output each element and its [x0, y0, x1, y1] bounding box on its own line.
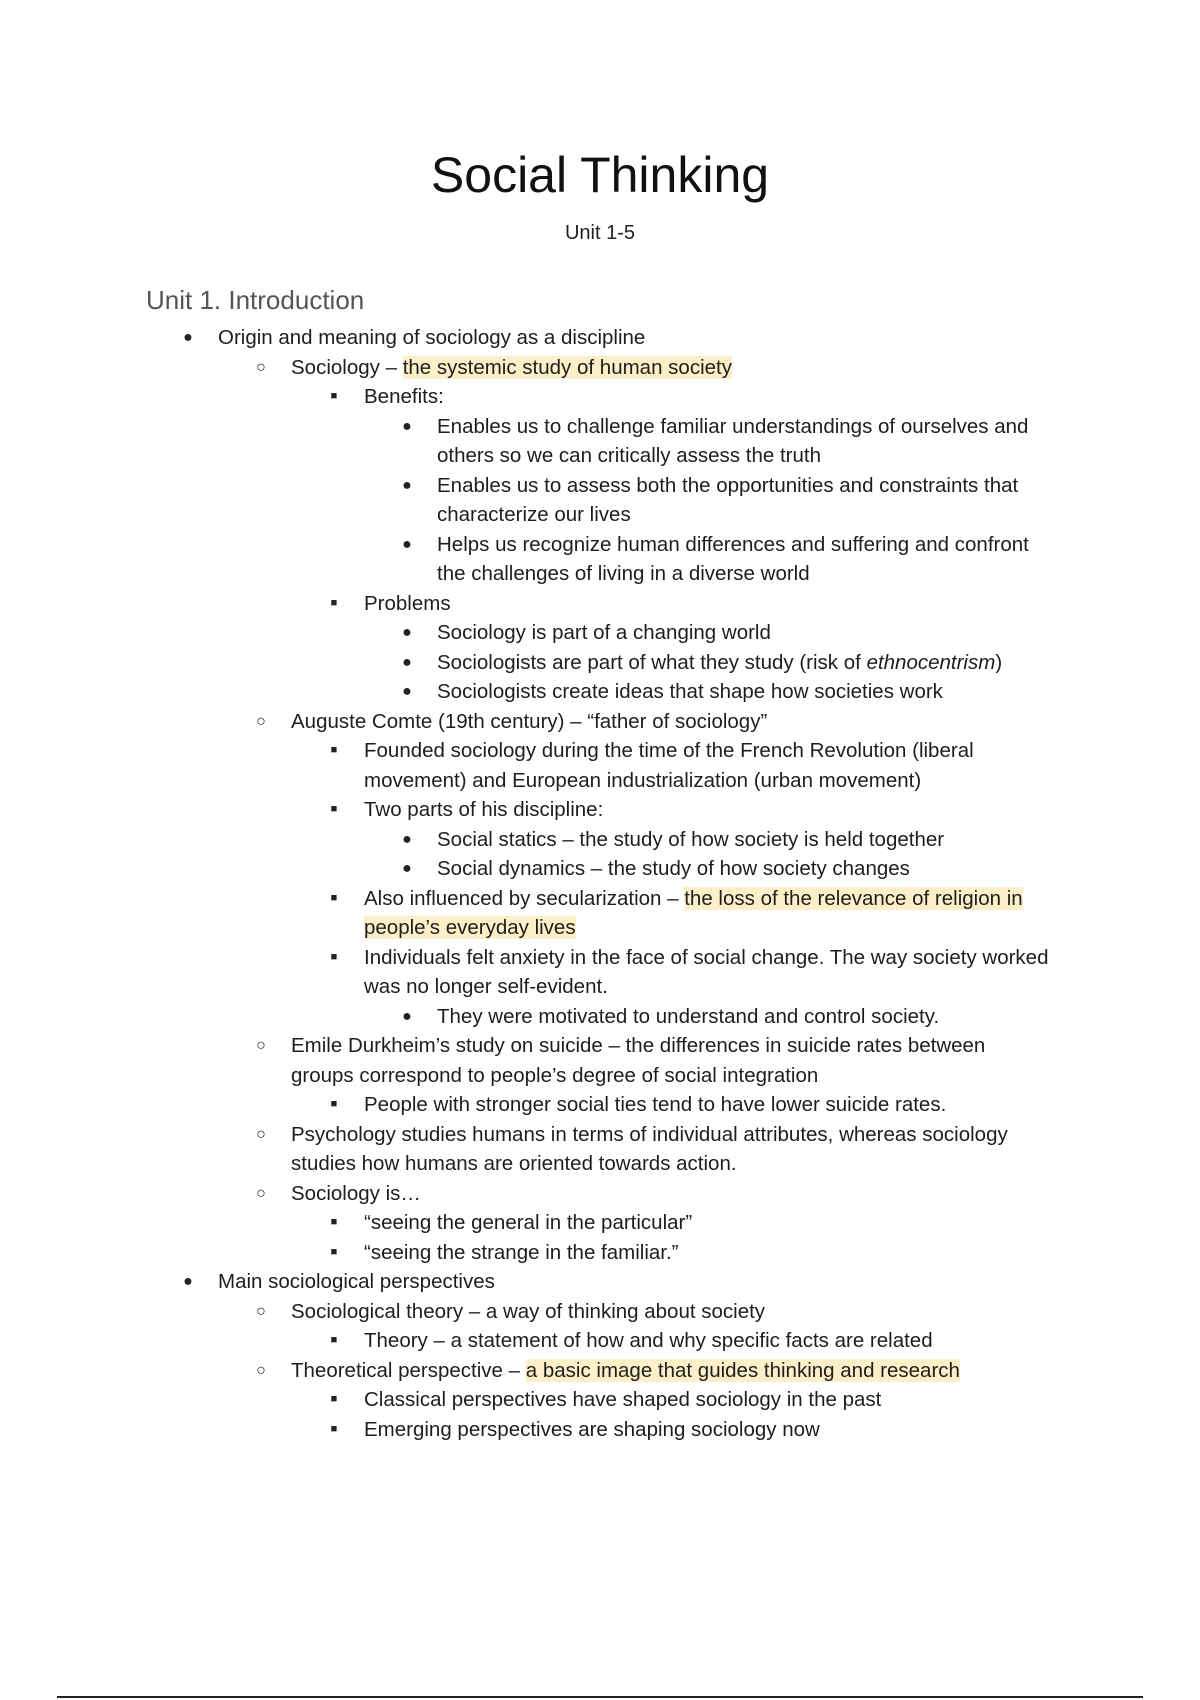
bullet-icon: ● [183, 1273, 193, 1290]
list-item [0, 795, 1054, 825]
bullet-icon: ■ [330, 803, 338, 815]
bullet-icon: ● [402, 417, 412, 435]
list-item [0, 353, 1051, 383]
list-item-text: Emile Durkheim’s study on suicide – the differences in suicide rates between groups correspond to people’s degree of social integration [291, 1034, 986, 1087]
page-bottom-rule [57, 1696, 1143, 1698]
list-item-text: Enables us to challenge familiar understandings of ourselves and others so we can critically assess the truth [437, 414, 1029, 467]
list-item-text: Benefits: [364, 385, 444, 408]
bullet-icon: ● [402, 624, 412, 641]
list-item [0, 1267, 1098, 1297]
list-item [0, 1326, 1054, 1356]
list-item [0, 648, 1037, 678]
highlighted-text: the loss of the relevance of religion in people’s everyday lives [364, 886, 1023, 939]
italic-term: ethnocentrism [866, 650, 996, 674]
highlighted-text: the systemic study of human society [402, 355, 732, 379]
list-item [0, 618, 1037, 648]
list-item [0, 1179, 1051, 1209]
list-item-text: Sociologists create ideas that shape how societies work [437, 680, 943, 703]
list-item-text: Founded sociology during the time of the French Revolution (liberal movement) and European industrialization (urban movement) [364, 739, 974, 792]
document-subtitle: Unit 1-5 [564, 222, 636, 244]
bullet-icon: ■ [330, 1334, 338, 1346]
bullet-icon: ■ [330, 744, 338, 756]
list-item-text: Classical perspectives have shaped sociology in the past [364, 1388, 882, 1411]
bullet-icon: ■ [330, 891, 338, 904]
list-item [0, 707, 1051, 737]
list-item-text: ) [995, 650, 1003, 674]
list-item-text: Sociology is part of a changing world [437, 621, 771, 644]
bullet-icon: ● [402, 683, 412, 700]
list-item-text: People with stronger social ties tend to have lower suicide rates. [364, 1093, 947, 1116]
bullet-icon: ○ [256, 1302, 266, 1320]
bullet-icon: ■ [330, 1393, 338, 1405]
list-item-text: Psychology studies humans in terms of individual attributes, whereas sociology studies how humans are oriented towards action. [291, 1122, 1008, 1175]
list-item [0, 589, 1054, 619]
list-item [0, 1031, 1051, 1090]
list-item [0, 1356, 1051, 1386]
list-item-text: “seeing the general in the particular” [364, 1211, 693, 1234]
list-item [0, 412, 1037, 471]
list-item-text: Main sociological perspectives [218, 1270, 495, 1293]
list-item-text: Sociology – [291, 355, 403, 379]
list-item-text: Sociology is… [291, 1181, 421, 1205]
bullet-icon: ■ [330, 1422, 338, 1435]
bullet-icon: ● [183, 329, 193, 346]
list-item [0, 323, 1098, 353]
list-item [0, 382, 1054, 412]
bullet-icon: ● [402, 476, 412, 494]
list-item-text: Social dynamics – the study of how society changes [437, 857, 910, 880]
bullet-icon: ■ [330, 390, 338, 402]
list-item-text: Enables us to assess both the opportunities and constraints that characterize our lives [437, 473, 1019, 526]
bullet-icon: ● [402, 1007, 412, 1025]
list-item [0, 530, 1037, 589]
bullet-icon: ○ [256, 1037, 266, 1054]
bullet-icon: ● [402, 653, 412, 671]
bullet-icon: ○ [256, 1361, 266, 1379]
section-heading: Unit 1. Introduction [146, 285, 365, 315]
bullet-icon: ○ [256, 1125, 266, 1143]
outline-list [0, 323, 1200, 1444]
list-item-text: Auguste Comte (19th century) – “father of sociology” [291, 709, 768, 733]
list-item [0, 1385, 1054, 1415]
list-item [0, 1415, 1054, 1445]
list-item-text: Sociological theory – a way of thinking about society [291, 1299, 766, 1323]
list-item-text: Social statics – the study of how society is held together [437, 827, 945, 851]
list-item [0, 677, 1037, 707]
bullet-icon: ● [402, 860, 412, 877]
list-item [0, 1002, 1037, 1032]
list-item-text: Sociologists are part of what they study (risk of [437, 650, 867, 674]
list-item [0, 1090, 1054, 1120]
bullet-icon: ■ [330, 1098, 338, 1110]
list-item [0, 943, 1054, 1002]
bullet-icon: ■ [330, 950, 338, 963]
list-item [0, 736, 1054, 795]
bullet-icon: ● [402, 535, 412, 553]
bullet-icon: ○ [256, 712, 266, 730]
list-item-text: Origin and meaning of sociology as a discipline [218, 326, 646, 349]
list-item-text: Two parts of his discipline: [364, 798, 604, 821]
list-item [0, 1238, 1054, 1268]
list-item-text: Helps us recognize human differences and suffering and confront the challenges of living in a diverse world [437, 532, 1029, 585]
list-item [0, 854, 1037, 884]
list-item-text: Theory – a statement of how and why specific facts are related [364, 1329, 933, 1352]
list-item-text: Emerging perspectives are shaping sociology now [364, 1417, 820, 1441]
list-item-text: Problems [364, 591, 451, 615]
list-item-text: Individuals felt anxiety in the face of social change. The way society worked was no longer self-evident. [364, 945, 1049, 998]
list-item-text: “seeing the strange in the familiar.” [364, 1240, 679, 1264]
list-item-text: Theoretical perspective – [291, 1358, 526, 1382]
bullet-icon: ○ [256, 1184, 266, 1202]
bullet-icon: ■ [330, 1245, 338, 1258]
list-item [0, 1208, 1054, 1238]
bullet-icon: ■ [330, 596, 338, 609]
list-item [0, 825, 1037, 855]
bullet-icon: ■ [330, 1216, 338, 1228]
bullet-icon: ● [402, 830, 412, 848]
list-item [0, 471, 1037, 530]
highlighted-text: a basic image that guides thinking and research [525, 1358, 960, 1382]
list-item [0, 1297, 1051, 1327]
list-item [0, 1120, 1051, 1179]
list-item [0, 884, 1054, 943]
document-title: Social Thinking [430, 147, 770, 203]
list-item-text: They were motivated to understand and control society. [437, 1004, 940, 1028]
list-item-text: Also influenced by secularization – [364, 886, 685, 910]
bullet-icon: ○ [256, 358, 266, 376]
